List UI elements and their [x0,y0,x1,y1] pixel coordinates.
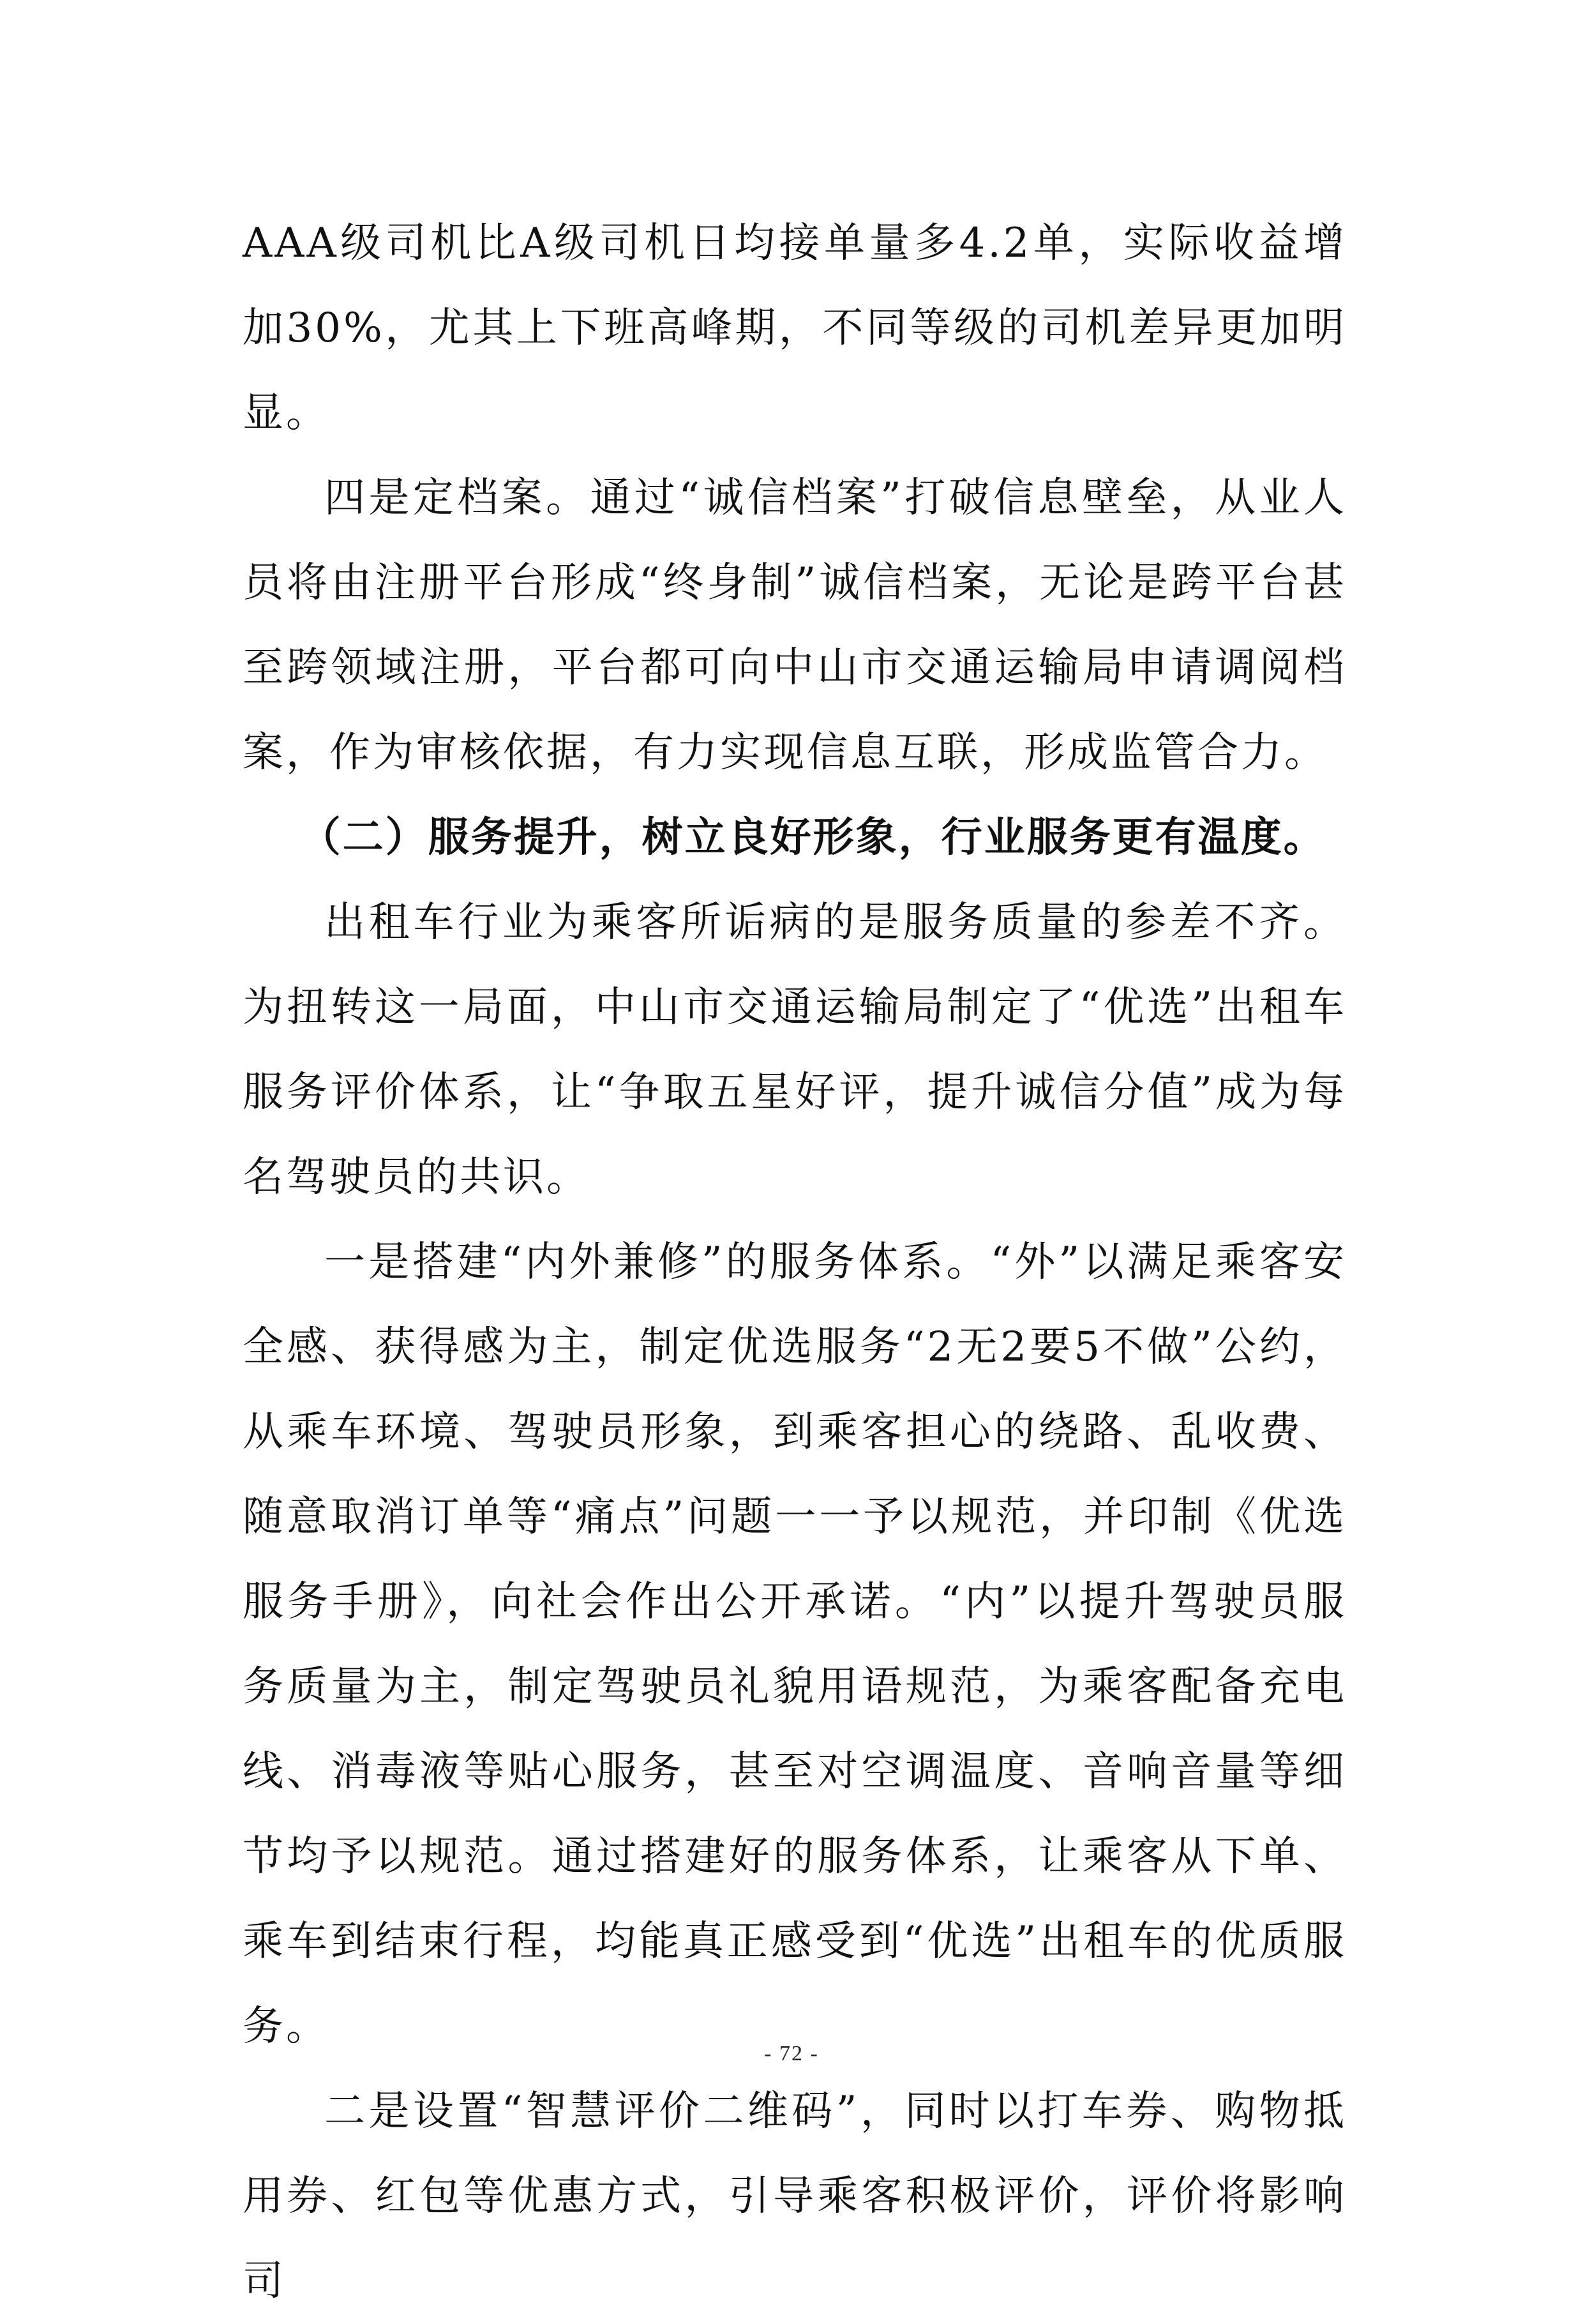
paragraph-smart-evaluation-qrcode: 二是设置“智慧评价二维码”，同时以打车券、购物抵用券、红包等优惠方式，引导乘客积极评价，评价将影响司 [243,2088,1347,2305]
page-number: - 72 - [764,2042,819,2065]
paragraph-service-system: 一是搭建“内外兼修”的服务体系。“外”以满足乘客安全感、获得感为主，制定优选服务“2无2要5不做”公约，从乘车环境、驾驶员形象，到乘客担心的绕路、乱收费、随意取消订单等“痛点”问题一一予以规范，并印制《优选服务手册》，向社会作出公开承诺。“内”以提升驾驶员服务质量为主，制定驾驶员礼貌用语规范，为乘客配备充电线、消毒液等贴心服务，甚至对空调温度、音响音量等细节均予以规范。通过搭建好的服务体系，让乘客从下单、乘车到结束行程，均能真正感受到“优选”出租车的优质服务。 [243,1239,1347,2050]
paragraph-integrity-archive: 四是定档案。通过“诚信档案”打破信息壁垒，从业人员将由注册平台形成“终身制”诚信档案，无论是跨平台甚至跨领域注册，平台都可向中山市交通运输局申请调阅档案，作为审核依据，有力实现信息互联，形成监管合力。 [243,474,1347,776]
section-heading-service-improvement: （二）服务提升，树立良好形象，行业服务更有温度。 [299,814,1326,861]
body-text [243,201,1347,2324]
paragraph-driver-rating-continuation: AAA级司机比A级司机日均接单量多4.2单，实际收益增加30%，尤其上下班高峰期，不同等级的司机差异更加明显。 [243,220,1347,437]
paragraph-service-intro: 出租车行业为乘客所诟病的是服务质量的参差不齐。为扭转这一局面，中山市交通运输局制定了“优选”出租车服务评价体系，让“争取五星好评，提升诚信分值”成为每名驾驶员的共识。 [243,899,1347,1201]
